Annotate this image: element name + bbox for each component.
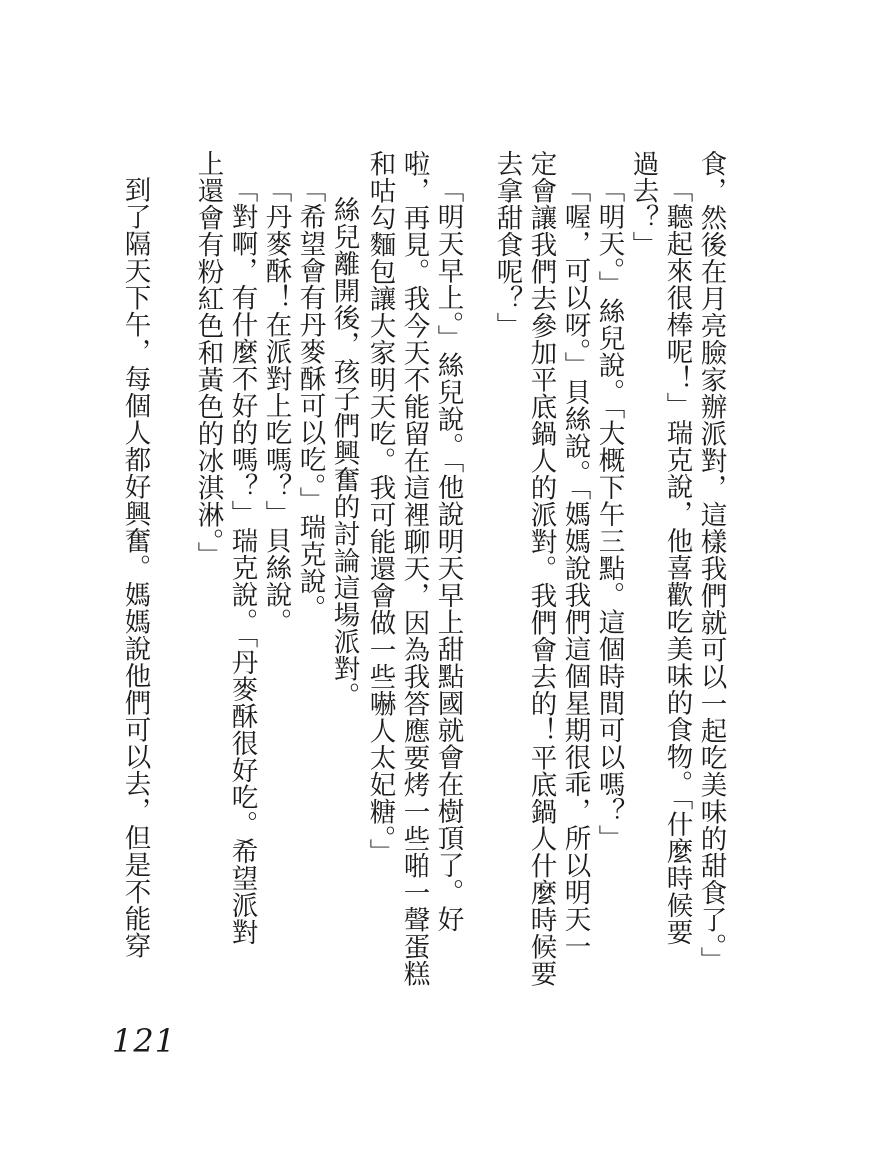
text-column-16: 到了隔天下午，每個人都好興奮。媽媽說他們可以去，但是不能穿 — [119, 176, 151, 959]
text-column-6: 定會讓我們去參加平底鍋人的派對。我們會去的！平底鍋人什麼時候要 — [525, 150, 557, 987]
text-column-11: 絲兒離開後，孩子們興奮的討論這場派對。 — [328, 196, 360, 709]
text-column-5: 「喔，可以呀。」貝絲說。「媽媽說我們這個星期很乖，所以明天一 — [559, 176, 591, 960]
text-column-2: 「聽起來很棒呢！」瑞克說，他喜歡吃美味的食物。「什麼時候要 — [661, 176, 693, 946]
page-number: 121 — [112, 1022, 177, 1060]
text-column-3: 過去？」 — [627, 150, 659, 258]
text-column-13: 「丹麥酥！在派對上吃嗎？」貝絲說。 — [260, 176, 292, 635]
text-column-9: 啦，再見。我今天不能留在這裡聊天，因為我答應要烤一些啪一聲蛋糕 — [398, 150, 430, 987]
text-column-14: 「對啊，有什麼不好的嗎？」瑞克說。「丹麥酥很好吃。希望派對 — [226, 176, 258, 946]
text-column-7: 去拿甜食呢？」 — [491, 150, 523, 339]
text-column-1: 食，然後在月亮臉家辦派對，這樣我們就可以一起吃美味的甜食了。」 — [695, 150, 727, 974]
text-column-4: 「明天。」絲兒說。「大概下午三點。這個時間可以嗎？」 — [593, 176, 625, 852]
text-column-12: 「希望會有丹麥酥可以吃。」瑞克說。 — [294, 176, 326, 622]
text-column-8: 「明天早上。」絲兒說。「他說明天早上甜點國就會在樹頂了。好 — [432, 176, 464, 933]
text-column-15: 上還會有粉紅色和黃色的冰淇淋。」 — [192, 150, 224, 569]
text-column-10: 和咕勾麵包讓大家明天吃。我可能還會做一些嚇人太妃糖。」 — [364, 150, 396, 866]
